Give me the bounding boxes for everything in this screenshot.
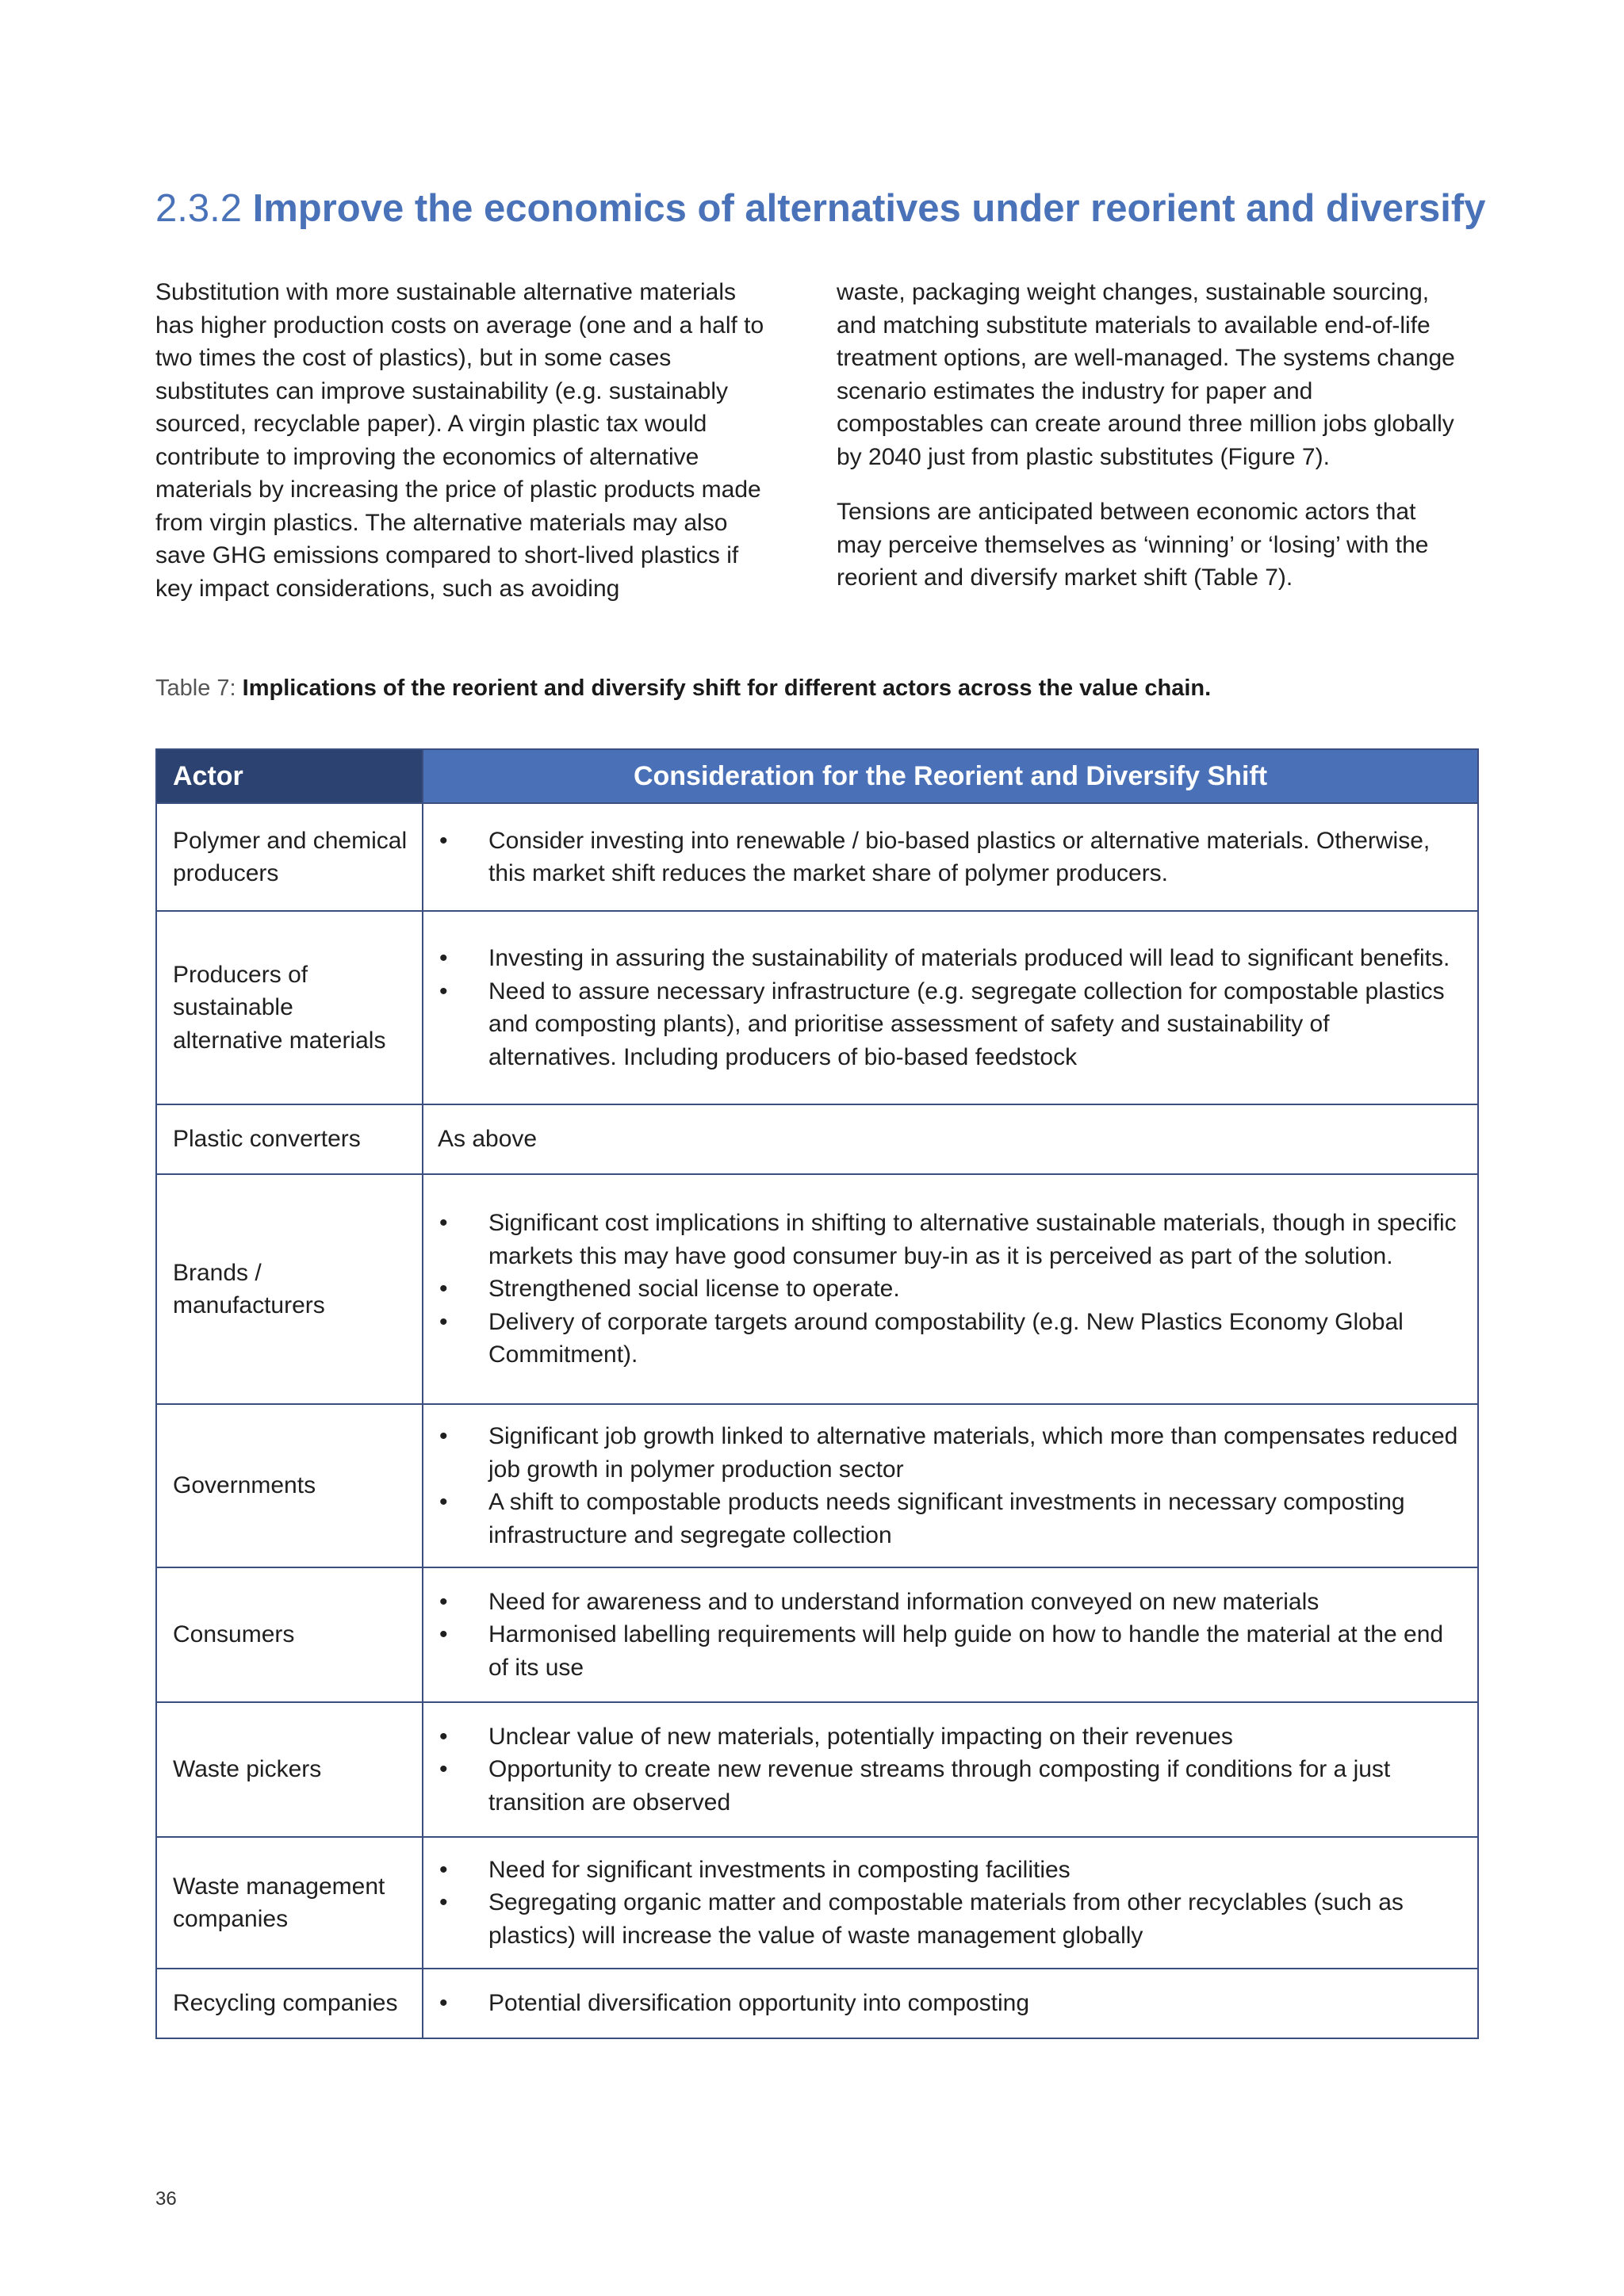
table-row [156, 1969, 1478, 2038]
bullet-icon: • [439, 1990, 448, 2017]
consideration-text: Harmonised labelling requirements will help guide on how to handle the material at the end of its use [488, 1621, 1444, 1681]
consideration-item [438, 825, 1463, 890]
body-column-right [837, 276, 1455, 617]
consideration-list [438, 942, 1463, 1073]
bullet-icon: • [439, 1588, 448, 1615]
actor-cell: Plastic converters [156, 1104, 423, 1174]
consideration-list [438, 1854, 1463, 1953]
consideration-list [438, 825, 1463, 890]
consideration-list [438, 1987, 1463, 2020]
consideration-text: Need for significant investments in composting facilities [488, 1856, 1071, 1883]
actor-cell: Brands / manufacturers [156, 1174, 423, 1404]
table-caption [155, 672, 1503, 704]
table-row [156, 1104, 1478, 1174]
section-title: Improve the economics of alternatives under reorient and diversify [252, 187, 1486, 230]
body-paragraph: waste, packaging weight changes, sustainable sourcing, and matching substitute materials to available end-of-life treatment options, are well-managed. The systems change scenario estimates the industry for paper and compostables can create around three million jobs globally by 2040 just from plastic substitutes (Figure 7). [837, 279, 1455, 470]
header-actor: Actor [156, 749, 423, 803]
consideration-text: Significant job growth linked to alternative materials, which more than compensates reduced job growth in polymer production sector [488, 1423, 1458, 1483]
consideration-cell [423, 803, 1478, 911]
table-row [156, 1567, 1478, 1702]
section-number: 2.3.2 [155, 187, 242, 230]
consideration-item [438, 1207, 1463, 1272]
bullet-icon: • [439, 1489, 448, 1515]
table-row [156, 1702, 1478, 1837]
actor-cell: Producers of sustainable alternative materials [156, 911, 423, 1104]
actors-table [155, 748, 1479, 2039]
consideration-item [438, 1272, 1463, 1306]
consideration-list [438, 1586, 1463, 1685]
consideration-text: As above [438, 1126, 538, 1153]
consideration-text: Unclear value of new materials, potentially impacting on their revenues [488, 1723, 1233, 1750]
actor-cell: Governments [156, 1404, 423, 1567]
table-row [156, 1404, 1478, 1567]
actor-cell: Polymer and chemical producers [156, 803, 423, 911]
body-column-left [155, 276, 774, 627]
consideration-cell [423, 1837, 1478, 1969]
consideration-cell [423, 911, 1478, 1104]
consideration-list [438, 1420, 1463, 1552]
bullet-icon: • [439, 1889, 448, 1916]
consideration-item [438, 942, 1463, 975]
section-heading [155, 181, 1503, 236]
table-caption-text: Implications of the reorient and diversify shift for different actors across the value chain. [242, 675, 1212, 701]
body-paragraph: Tensions are anticipated between economic actors that may perceive themselves as ‘winning’ or ‘losing’ with the reorient and diversify market shift (Table 7). [837, 499, 1429, 591]
bullet-icon: • [439, 1423, 448, 1449]
consideration-item [438, 1486, 1463, 1552]
consideration-item [438, 975, 1463, 1074]
bullet-icon: • [439, 1308, 448, 1335]
table-row [156, 911, 1478, 1104]
bullet-icon: • [439, 945, 448, 971]
table-row [156, 803, 1478, 911]
consideration-item [438, 1420, 1463, 1486]
body-paragraph: Substitution with more sustainable alternative materials has higher production costs on average (one and a half to two times the cost of plastics), but in some cases substitutes can improve sustainability (e.g. sustainably sourced, recyclable paper). A virgin plastic tax would contribute to improving the economics of alternative materials by increasing the price of plastic products made from virgin plastics. The alternative materials may also save GHG emissions compared to short-lived plastics if key impact considerations, such as avoiding [155, 279, 764, 602]
bullet-icon: • [439, 827, 448, 854]
bullet-icon: • [439, 1723, 448, 1750]
consideration-item [438, 1987, 1463, 2020]
consideration-text: Need for awareness and to understand information conveyed on new materials [488, 1588, 1320, 1615]
consideration-cell [423, 1174, 1478, 1404]
bullet-icon: • [439, 1756, 448, 1783]
consideration-text: Potential diversification opportunity into composting [488, 1990, 1030, 2017]
bullet-icon: • [439, 1210, 448, 1237]
consideration-text: Significant cost implications in shifting to alternative sustainable materials, though in specific markets this may have good consumer buy-in as it is perceived as part of the solution. [488, 1210, 1457, 1269]
consideration-text: Delivery of corporate targets around compostability (e.g. New Plastics Economy Global Commitment). [488, 1308, 1404, 1368]
consideration-item [438, 1886, 1463, 1952]
consideration-item [438, 1586, 1463, 1619]
consideration-item [438, 1618, 1463, 1684]
consideration-text: Opportunity to create new revenue streams through composting if conditions for a just transition are observed [488, 1756, 1391, 1816]
consideration-cell [423, 1104, 1478, 1174]
bullet-icon: • [439, 1621, 448, 1648]
actor-cell: Recycling companies [156, 1969, 423, 2038]
consideration-text: A shift to compostable products needs significant investments in necessary composting infrastructure and segregate collection [488, 1489, 1405, 1548]
table-body [156, 803, 1478, 2038]
consideration-text: Strengthened social license to operate. [488, 1276, 900, 1303]
consideration-text: Segregating organic matter and compostable materials from other recyclables (such as plastics) will increase the value of waste management globally [488, 1889, 1404, 1949]
consideration-cell [423, 1969, 1478, 2038]
table-row [156, 1837, 1478, 1969]
consideration-list [438, 1207, 1463, 1372]
consideration-text: Consider investing into renewable / bio-based plastics or alternative materials. Otherwise, this market shift reduces the market share of polymer producers. [488, 827, 1431, 886]
table-header-row [156, 749, 1478, 803]
actor-cell: Waste management companies [156, 1837, 423, 1969]
consideration-text: Investing in assuring the sustainability of materials produced will lead to significant benefits. [488, 945, 1450, 971]
table-row [156, 1174, 1478, 1404]
consideration-item [438, 1854, 1463, 1887]
consideration-cell [423, 1702, 1478, 1837]
actor-cell: Consumers [156, 1567, 423, 1702]
consideration-cell [423, 1567, 1478, 1702]
consideration-list [438, 1720, 1463, 1820]
bullet-icon: • [439, 978, 448, 1004]
consideration-item [438, 1753, 1463, 1819]
page-number: 36 [155, 2188, 177, 2210]
consideration-text: Need to assure necessary infrastructure (e.g. segregate collection for compostable plastics and composting plants), and prioritise assessment of safety and sustainability of alternatives. Including producers of bio-based feedstock [488, 978, 1445, 1070]
consideration-cell [423, 1404, 1478, 1567]
consideration-item [438, 1306, 1463, 1372]
table-caption-label: Table 7: [155, 675, 236, 701]
actor-cell: Waste pickers [156, 1702, 423, 1837]
bullet-icon: • [439, 1276, 448, 1303]
bullet-icon: • [439, 1856, 448, 1883]
consideration-item [438, 1720, 1463, 1754]
header-consideration: Consideration for the Reorient and Diversify Shift [423, 749, 1478, 803]
